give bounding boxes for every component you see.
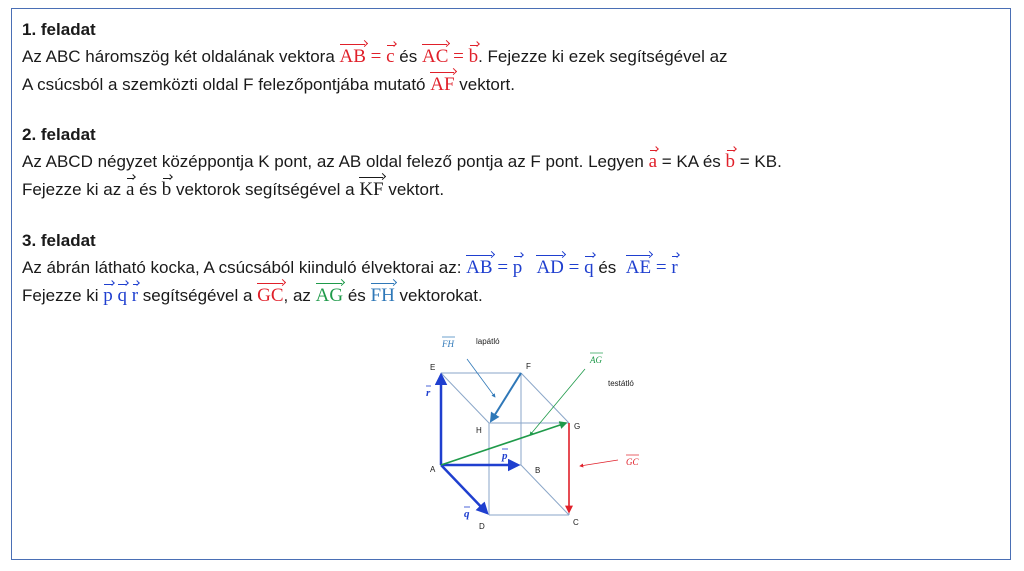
- vector-KF: KF: [359, 175, 383, 199]
- vertex-label-F: F: [526, 362, 531, 371]
- vertex-label-H: H: [476, 426, 482, 435]
- task-2-line-1: Az ABCD négyzet középpontja K pont, az AB oldal felező pontja az F pont. Legyen a = KA és b = KB.: [22, 147, 782, 175]
- vector-b: b: [469, 42, 479, 66]
- label-AG: AG: [590, 355, 602, 365]
- task-2-line-2: Fejezze ki az a és b vektorok segítségével a KF vektort.: [22, 175, 782, 203]
- vector-AG: AG: [316, 281, 343, 305]
- task-3-line-2: Fejezze ki p q r segítségével a GC, az AG és FH vektorokat.: [22, 281, 678, 309]
- task-2-title: 2. feladat: [22, 125, 96, 144]
- vector-AB: AB: [340, 42, 366, 66]
- vector-q-arrow: [441, 465, 487, 513]
- pointer-gc: [580, 460, 618, 466]
- pointer-lapatlo: [467, 359, 495, 397]
- label-r: r: [426, 387, 431, 399]
- vector-a: a: [649, 147, 657, 171]
- task-3-line-1: Az ábrán látható kocka, A csúcsából kiinduló élvektorai az: AB = p AD = q és AE = r: [22, 253, 678, 281]
- vertex-label-D: D: [479, 522, 485, 531]
- task-1: [22, 18, 728, 98]
- vector-b: b: [162, 175, 172, 199]
- vertex-label-A: A: [430, 465, 436, 474]
- vector-AD: AD: [536, 253, 563, 277]
- cube-figure: [410, 325, 660, 543]
- annotation-lapatlo: lapátló: [476, 337, 500, 346]
- vertex-label-B: B: [535, 466, 541, 475]
- vector-p: p: [103, 281, 113, 305]
- vector-AB: AB: [466, 253, 492, 277]
- vector-r: r: [132, 281, 138, 305]
- vector-q: q: [584, 253, 594, 277]
- task-1-line-1: Az ABC háromszög két oldalának vektora AB = c és AC = b. Fejezze ki ezek segítségével az: [22, 42, 728, 70]
- vector-a: a: [126, 175, 134, 199]
- vector-b: b: [726, 147, 736, 171]
- label-GC: GC: [626, 457, 639, 467]
- vector-GC: GC: [257, 281, 283, 305]
- task-3-title: 3. feladat: [22, 231, 96, 250]
- vector-AE: AE: [626, 253, 651, 277]
- vector-AC: AC: [422, 42, 448, 66]
- label-p: p: [502, 450, 508, 462]
- vertex-label-C: C: [573, 518, 579, 527]
- task-3: [22, 229, 678, 309]
- vertex-label-E: E: [430, 363, 436, 372]
- label-FH: FH: [442, 339, 454, 349]
- task-1-line-2: A csúcsból a szemközti oldal F felezőpontjába mutató AF vektort.: [22, 70, 728, 98]
- task-1-title: 1. feladat: [22, 20, 96, 39]
- vector-r: r: [671, 253, 677, 277]
- vector-p: p: [513, 253, 523, 277]
- vector-FH-arrow: [491, 373, 521, 421]
- vector-q: q: [117, 281, 127, 305]
- label-q: q: [464, 508, 470, 520]
- task-2: [22, 123, 782, 203]
- vector-AF: AF: [430, 70, 454, 94]
- vector-c: c: [386, 42, 394, 66]
- vector-FH: FH: [371, 281, 395, 305]
- vertex-label-G: G: [574, 422, 581, 431]
- annotation-testatlo: testátló: [608, 379, 634, 388]
